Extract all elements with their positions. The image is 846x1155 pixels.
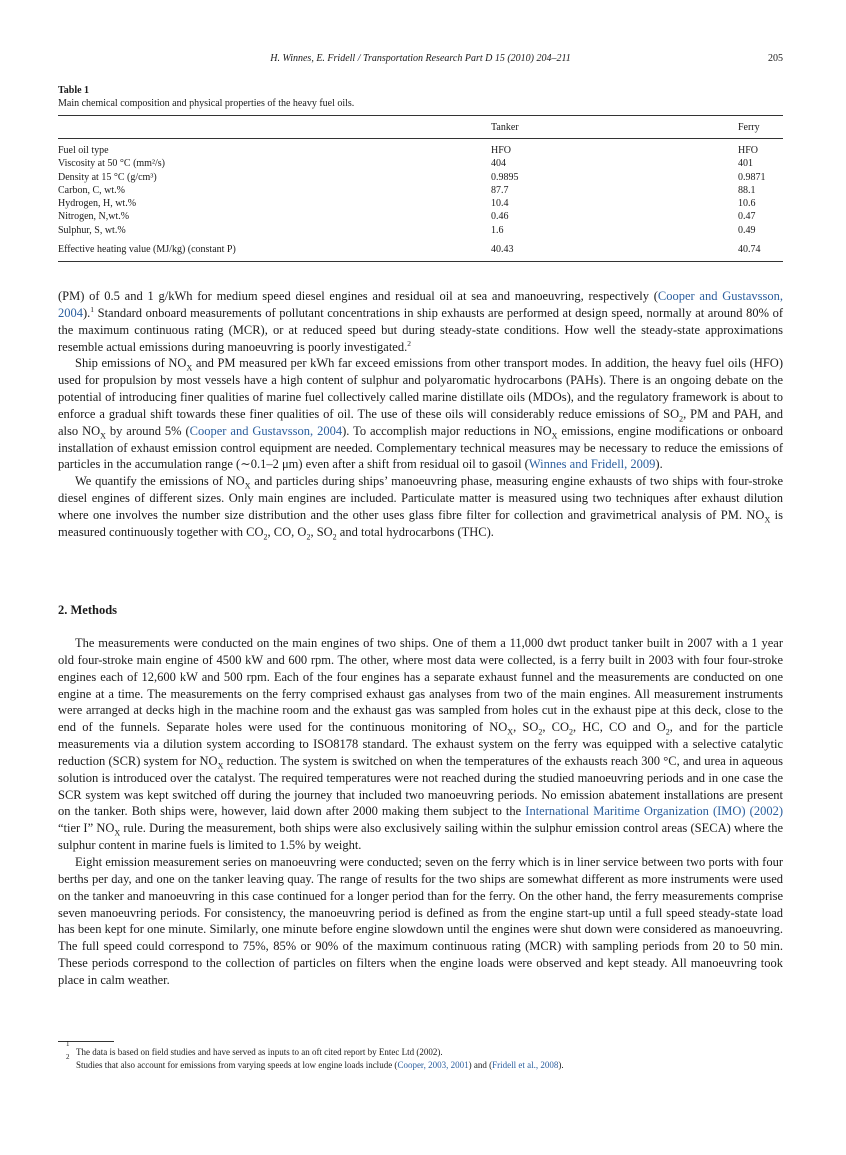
table-1 — [58, 84, 783, 262]
table-cell: Sulphur, S, wt.% — [58, 224, 126, 236]
footnote-marker[interactable]: 2 — [407, 338, 411, 348]
paragraph: We quantify the emissions of $NO_X$ and particles during ships’ manoeuvring phase, measuring engine exhausts of two ships with four-stroke diesel engines of different sizes. Only main engines are included. Particulate matter is measured using two techniques after exhaust dilution where one involves the number size distribution and the other uses glass fibre filter for collection and gravimetrical analysis of PM. $NO_X$ is measured continuously together with $CO_2$, CO, $O_2$, $SO_2$ and total hydrocarbons (THC). — [58, 474, 783, 542]
footnote-text: ). — [558, 1060, 564, 1070]
page-number: 205 — [768, 53, 783, 64]
table-cell: Viscosity at 50 °C (mm²/s) — [58, 158, 165, 170]
footnotes — [58, 1040, 783, 1072]
footnote-marker[interactable]: 1 — [90, 304, 95, 314]
table-cell: HFO — [491, 145, 512, 156]
table-cell: Hydrogen, H, wt.% — [58, 198, 137, 210]
table-col-header — [58, 116, 491, 139]
table-cell: 0.9895 — [491, 171, 519, 183]
table-cell: 0.49 — [738, 224, 756, 236]
table-cell: 0.47 — [738, 211, 756, 223]
table-cell: Nitrogen, N,wt.% — [58, 211, 130, 223]
table-cell: 88.1 — [738, 184, 756, 196]
table-cell: 10.6 — [738, 198, 756, 210]
citation-link[interactable]: International Maritime Organization (IMO) (2002) — [525, 804, 784, 819]
methods-section — [58, 635, 783, 989]
citation-link[interactable]: Cooper and Gustavsson, 2004 — [189, 423, 343, 438]
table-label: Table 1 — [58, 85, 90, 96]
footnote-text: Studies that also account for emissions from varying speeds at low engine loads include ( — [76, 1060, 398, 1070]
running-title: H. Winnes, E. Fridell / Transportation Research Part D 15 (2010) 204–211 — [270, 53, 571, 64]
table-row — [58, 210, 783, 223]
paragraph: Ship emissions of $NO_X$ and PM measured per kWh far exceed emissions from other transport modes. In addition, the heavy fuel oils (HFO) used for propulsion by most vessels have a high content of sulphur and polyaromatic hydrocarbons (PAHs). There is an ongoing debate on the potential of introducing finer qualities of marine fuel collectively called marine distillate oils (MDOs), and the regulatory framework is about to enforce a gradual shift towards these finer qualities of oil. The use of these oils will considerably reduce emissions of $SO_2$, PM and PAH, and also $NO_X$ by around 5% (Cooper and Gustavsson, 2004). To accomplish major reductions in $NO_X$ emissions, engine modifications or onboard installation of exhaust emission control equipment are needed. Complementary technical measures may be necessary to reduce the emissions of particles in the accumulation range (∼0.1–2 μm) even after a shift from residual oil to gasoil (Winnes and Fridell, 2009). — [58, 356, 783, 472]
table-row — [58, 184, 783, 197]
table-caption: Main chemical composition and physical properties of the heavy fuel oils. — [58, 98, 355, 109]
table-cell: 1.6 — [491, 224, 504, 236]
table-cell: 404 — [491, 158, 506, 170]
table-cell: HFO — [738, 145, 759, 156]
citation-link[interactable]: Cooper, 2003, 2001 — [397, 1060, 469, 1070]
table-cell: Fuel oil type — [58, 145, 109, 156]
table-row — [58, 224, 783, 237]
table-cell: 0.46 — [491, 211, 509, 223]
paragraph: Eight emission measurement series on manoeuvring were conducted; seven on the ferry which is in liner service between two ports with four berths per day, and one on the tanker leaving quay. The range of results for the two ships are somewhat different as more instruments were used on the tanker and manoeuvring in this case continued for a longer period than for the ferry. On the other hand, the ferry measurements comprise seven manoeuvring periods. For consistency, the manoeuvring period is defined as from the engine start-up until a full speed steady-state load has been kept for one minute. Similarly, one minute before engine slowdown until the engines were shut down were considered as manoeuvring. The full speed could correspond to 75%, 85% or 90% of the maximum continuous rating (MCR) with sampling periods from 20 to 50 min. These periods correspond to the collection of particles on filters when the engine loads were observed and kept steady. All manoeuvring took place in calm weather. — [58, 854, 783, 987]
fuel-properties-table — [58, 115, 783, 262]
table-row — [58, 237, 783, 262]
citation-link[interactable]: Winnes and Fridell, 2009 — [528, 457, 656, 472]
paragraph: (PM) of 0.5 and 1 g/kWh for medium speed diesel engines and residual oil at sea and manoeuvring, respectively (Cooper and Gustavsson, 2004).$^1$ Standard onboard measurements of pollutant concentrations in ship exhausts are performed at design speed, normally at around 80% of the maximum continuous rating (MCR), or at reduced speed but during steady-state conditions. How well the steady-state approximations resemble actual emissions during manoeuvring is poorly investigated.$^2$ — [58, 289, 783, 354]
footnote-text: The data is based on field studies and have served as inputs to an oft cited report by Entec Ltd (2002). — [76, 1047, 443, 1057]
table-cell: 40.74 — [738, 237, 783, 262]
table-col-header: Tanker — [491, 116, 738, 139]
table-cell: 40.43 — [491, 237, 738, 262]
table-header-row — [58, 116, 783, 139]
table-cell: Carbon, C, wt.% — [58, 184, 125, 196]
footnote-text: ) and ( — [468, 1060, 493, 1070]
citation-link[interactable]: Cooper and Gustavsson, 2004 — [58, 289, 783, 320]
footnote-1: 1 The data is based on field studies and have served as inputs to an oft cited report by Entec Ltd (2002). — [66, 1040, 443, 1057]
table-row — [58, 139, 783, 158]
table-cell: Effective heating value (MJ/kg) (constant P) — [58, 237, 491, 262]
citation-link[interactable]: Fridell et al., 2008 — [492, 1060, 559, 1070]
table-cell: 0.9871 — [738, 171, 766, 183]
table-cell: 401 — [738, 158, 753, 170]
table-cell: 87.7 — [491, 184, 509, 196]
table-cell: 10.4 — [491, 198, 509, 210]
table-col-header: Ferry — [738, 116, 783, 139]
table-cell: Density at 15 °C (g/cm³) — [58, 171, 157, 183]
intro-continuation — [58, 288, 783, 541]
table-row — [58, 171, 783, 184]
paragraph: The measurements were conducted on the main engines of two ships. One of them a 11,000 dwt product tanker built in 2007 with a 1 year old four-stroke main engine of 4500 kW and 600 rpm. The other, where most data were collected, is a ferry built in 2003 with four four-stroke engines each of 12,600 kW and 500 rpm. Each of the four engines has a separate exhaust funnel and the measurements are conducted on one engine at a time. The measurements on the ferry comprised exhaust gas analyses from two of the main engines. All measurement instruments were arranged at decks high in the machine room and the exhaust gas was sampled from holes cut in the exhaust pipe at this deck, close to the end of the funnels. Separate holes were used for the continuous monitoring of $NO_X$, $SO_2$, $CO_2$, HC, CO and $O_2$, and for the particle measurements via a dilution system according to ISO8178 standard. The exhaust system on the ferry was equipped with a selective catalytic reduction (SCR) system for $NO_X$ reduction. The system is switched on when the temperatures of the exhausts reach 300 °C, and urea in aqueous solution is introduced over the catalyst. The required temperatures were not reached during the studied manoeuvring periods and in one case the SCR system was kept switched off during the journey that included two manoeuvring periods. No emission abatement installations are present on the tanker. Both ships were, however, laid down after 2000 making them subject to the International Maritime Organization (IMO) (2002) “tier I” $NO_X$ rule. During the measurement, both ships were also exclusively sailing within the sulphur emission control areas (SECA) where the sulphur content in marine fuels is limited to 1.5% by weight. — [58, 636, 784, 853]
table-row — [58, 197, 783, 210]
section-heading: 2. Methods — [58, 603, 118, 617]
footnote-2: 2 Studies that also account for emissions from varying speeds at low engine loads include (Cooper, 2003, 2001) and (Fridell et al., 2008). — [66, 1053, 564, 1070]
table-row — [58, 157, 783, 170]
